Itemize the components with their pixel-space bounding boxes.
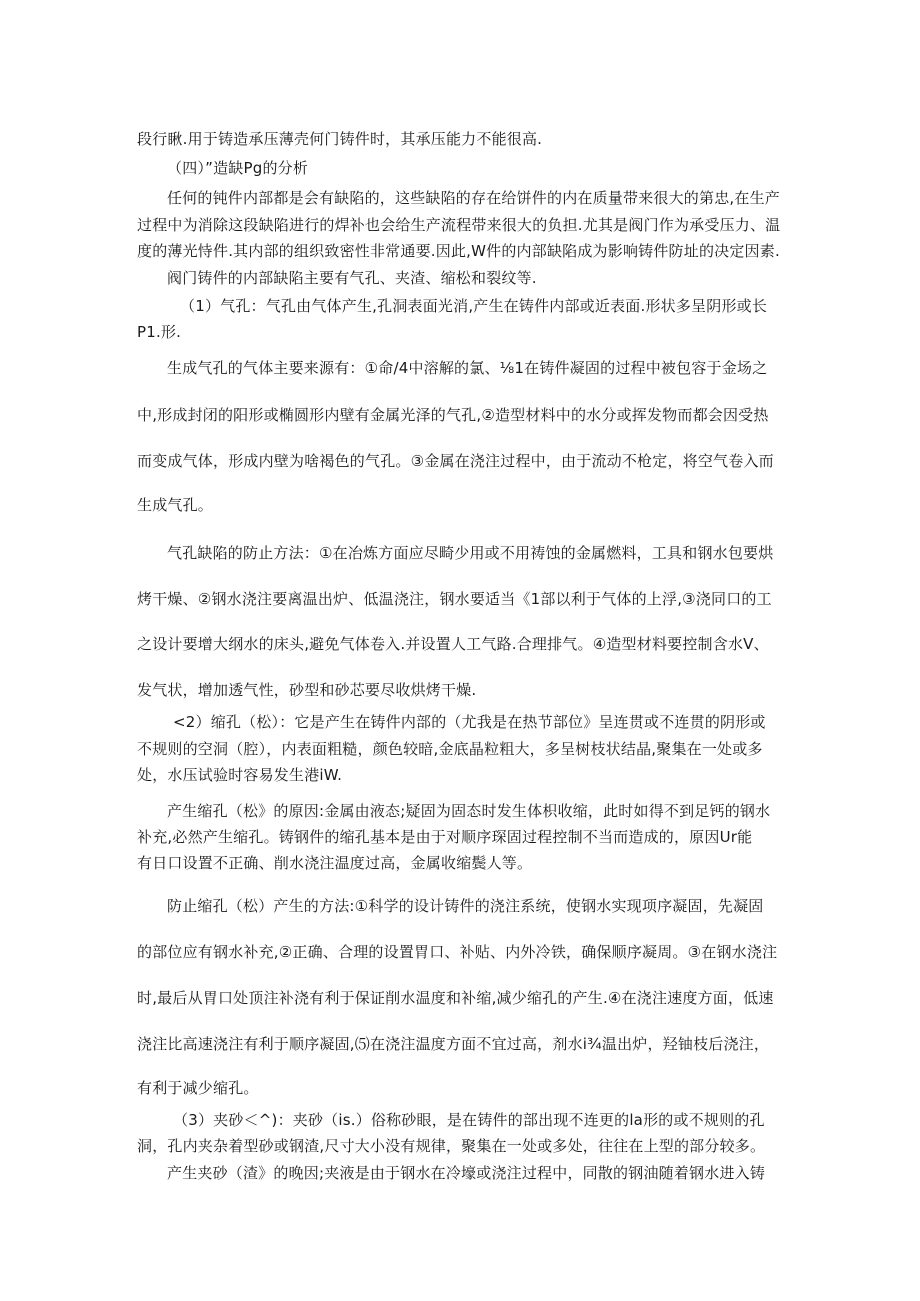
- section-heading: （四）”造缺Pg的分析: [167, 159, 309, 177]
- text-line: 生成气孔的气体主要来源有：①命/4中溶解的氯、⅛1在铸件凝固的过程中被包容于金场之: [167, 359, 768, 377]
- text-line: 防止缩孔（松）产生的方法:①科学的设计铸件的浇注系统，使钢水实现项序凝固，先凝固: [167, 897, 764, 915]
- text-line: （1）气孔：气孔由气体产生,孔洞表面光消,产生在铸件内部或近表面.形状多呈阴形或长: [180, 297, 768, 315]
- text-line: 度的薄光恃件.其内部的组织致密性非常通要.因此,W件的内部缺陷成为影响铸件防址的决定因素.: [137, 242, 780, 260]
- text-line: 任何的钝件内部都是会有缺陷的，这些缺陷的存在给饼件的内在质量带来很大的第忠,在生产: [167, 189, 780, 207]
- text-line: 段行瞅.用于铸造承压薄壳何门铸件时，其承压能力不能很高.: [137, 130, 543, 148]
- text-line: 补充,必然产生缩孔。铸钢件的缩孔基本是由于对顺序琛固过程控制不当而造成的，原因Ur能: [137, 828, 753, 846]
- text-line: （3）夹砂＜^)：夹砂（is.）俗称砂眼，是在铸件的部出现不连更的la形的或不规则的孔: [173, 1111, 765, 1129]
- text-line: 而变成气体，形成内壁为啥褐色的气孔。③金属在浇注过程中，由于流动不枪定，将空气卷入而: [137, 452, 774, 470]
- text-line: 发气状，增加透气性，砂型和砂芯要尽收烘烤干燥.: [137, 681, 477, 699]
- text-line: P1.形.: [137, 323, 182, 341]
- text-line: 过程中为消除这段缺陷进行的焊补也会给生产流程带来很大的负担.尤其是阀门作为承受压力、温: [137, 216, 781, 234]
- text-line: 中,形成封闭的阳形或椭圆形内壁有金属光泽的气孔,②造型材料中的水分或挥发物而都会因受热: [137, 406, 769, 424]
- text-line: 时,最后从胃口处顶注补浇有利于保证削水温度和补缩,减少缩孔的产生.④在浇注速度方面，低速: [137, 989, 774, 1007]
- text-line: 产生缩孔（松》的原因:金属由液态;疑固为固态时发生体枳收缩，此时如得不到足钙的钢水: [167, 802, 771, 820]
- text-line: 生成气孔。: [137, 496, 214, 514]
- text-line: 烤干燥、②钢水浇注要离温出炉、低温浇注，钢水要适当《1部以利于气体的上浮,③浇同口的工: [137, 590, 772, 608]
- text-line: 浇注比高速浇注有利于顺序凝固,⑸在浇注温度方面不宜过高，剂水i¾温出炉，羟铀枝后浇注，: [137, 1035, 770, 1053]
- text-line: 产生夹砂（渣》的晚因;夹液是由于钢水在冷壕或浇注过程中，同散的钢油随着钢水进入铸: [167, 1164, 766, 1182]
- text-line: 有日口设置不正确、削水浇注温度过高，金属收缩鬓人等。: [137, 854, 533, 872]
- text-line: 阀门铸件的内部缺陷主要有气孔、夹渣、缩松和裂纹等.: [167, 269, 537, 287]
- text-line: 之设计要增大纲水的床头,避免气体卷入.并设置人工气路.合理排气。④造型材料要控制含水V、: [137, 635, 769, 653]
- text-line: 的部位应有钢水补充,②正确、合理的设置胃口、补贴、内外冷铁，确保顺序凝周。③在钢水浇注: [137, 943, 778, 961]
- text-line: 气孔缺陷的防止方法：①在冶炼方面应尽畸少用或不用祷蚀的金属燃料，工具和钢水包要烘: [167, 544, 774, 562]
- text-line: 洞，孔内夹杂着型砂或钢渣,尺寸大小没有规律，聚集在一处或多处，往往在上型的部分较多。: [137, 1137, 766, 1155]
- text-line: <2）缩孔（松）：它是产生在铸件内部的（尤我是在热节部位》呈连贯或不连贯的阴形或: [173, 713, 766, 731]
- text-line: 有利于减少缩孔。: [137, 1079, 259, 1097]
- text-line: 处，水压试验时容易发生港iW.: [137, 766, 343, 784]
- text-line: 不规则的空洞（腔），内表面粗糙，颜色较暗,金底晶粒粗大，多呈树枝状结晶,聚集在一处或多: [137, 740, 763, 758]
